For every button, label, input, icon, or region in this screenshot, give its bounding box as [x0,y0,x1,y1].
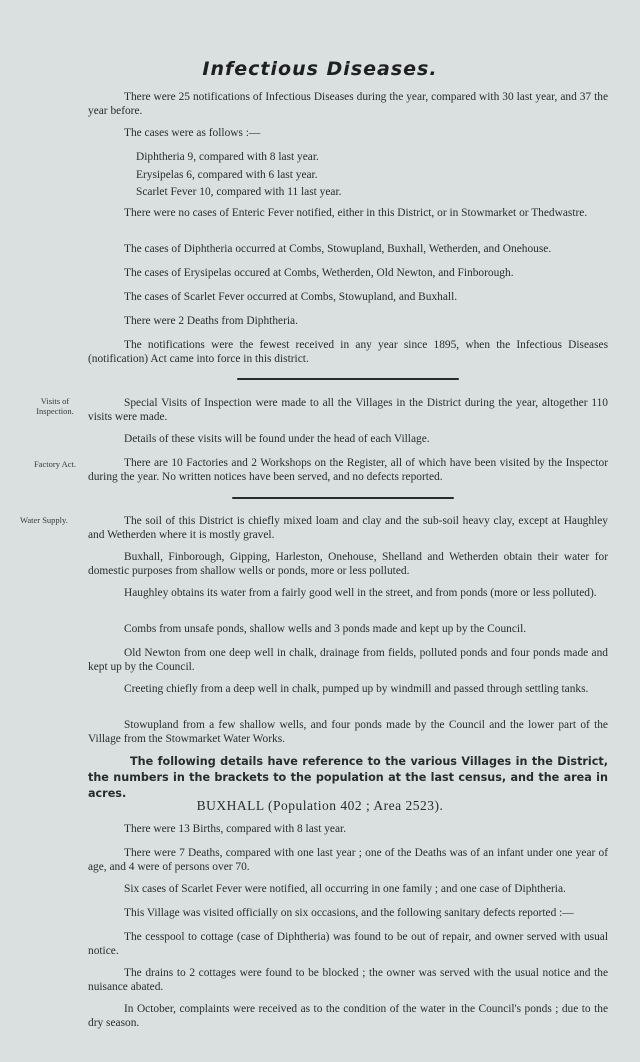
cases-list [136,149,596,202]
paragraph: The soil of this District is chiefly mixed loam and clay and the sub-soil heavy clay, except at Haughley and Wetherden where it is mostly gravel. [88,515,608,541]
paragraph: Buxhall, Finborough, Gipping, Harleston, Onehouse, Shelland and Wetherden obtain their water for domestic purposes from shallow wells or ponds, more or less polluted. [88,551,608,577]
paragraph: Old Newton from one deep well in chalk, drainage from fields, polluted ponds and four ponds made and kept up by the Council. [88,647,608,673]
page-title: Infectious Diseases. [202,58,438,80]
paragraph: There were 7 Deaths, compared with one last year ; one of the Deaths was of an infant under one year of age, and 4 were of persons over 70. [88,847,608,873]
paragraph: The cases were as follows :— [124,127,261,139]
paragraph: The cesspool to cottage (case of Diphtheria) was found to be out of repair, and owner served with usual notice. [88,931,608,957]
paragraph: The cases of Erysipelas occured at Combs, Wetherden, Old Newton, and Finborough. [124,267,514,279]
paragraph: Creeting chiefly from a deep well in chalk, pumped up by windmill and passed through settling tanks. [124,683,589,695]
paragraph: There were no cases of Enteric Fever notified, either in this District, or in Stowmarket or Thedwastre. [124,207,588,219]
paragraph: Haughley obtains its water from a fairly good well in the street, and from ponds (more or less polluted). [124,587,597,599]
villages-intro: The following details have reference to the various Villages in the District, the numbers in the brackets to the population at the last census, and the area in acres. [88,755,608,800]
paragraph: Special Visits of Inspection were made to all the Villages in the District during the year, altogether 110 visits were made. [88,397,608,423]
paragraph: Six cases of Scarlet Fever were notified, all occurring in one family ; and one case of Diphtheria. [124,883,566,895]
paragraph: Details of these visits will be found under the head of each Village. [124,433,430,445]
side-note-water: Water Supply. [20,515,68,525]
side-note-visits: Visits of Inspection. [36,396,74,416]
list-item: Scarlet Fever 10, compared with 11 last year. [136,186,342,198]
paragraph: Stowupland from a few shallow wells, and four ponds made by the Council and the lower part of the Village from the Stowmarket Water Works. [88,719,608,745]
section-divider [232,497,454,499]
paragraph: There are 10 Factories and 2 Workshops on the Register, all of which have been visited by the Inspector during the year. No written notices have been served, and no defects reported. [88,457,608,483]
village-heading: BUXHALL (Population 402 ; Area 2523). [196,798,444,813]
list-item: Erysipelas 6, compared with 6 last year. [136,168,318,181]
paragraph: The cases of Scarlet Fever occurred at Combs, Stowupland, and Buxhall. [124,291,458,303]
paragraph: The cases of Diphtheria occurred at Combs, Stowupland, Buxhall, Wetherden, and Onehouse. [124,243,552,255]
paragraph: Combs from unsafe ponds, shallow wells and 3 ponds made and kept up by the Council. [124,623,527,635]
paragraph: The notifications were the fewest received in any year since 1895, when the Infectious Diseases (notification) Act came into force in this district. [88,339,608,365]
paragraph: There were 25 notifications of Infectious Diseases during the year, compared with 30 last year, and 37 the year before. [88,91,608,117]
section-divider [237,378,459,380]
paragraph: There were 2 Deaths from Diphtheria. [124,315,298,327]
paragraph: In October, complaints were received as to the condition of the water in the Council's ponds ; due to the dry season. [88,1003,608,1029]
list-item: Diphtheria 9, compared with 8 last year. [136,151,319,163]
paragraph: There were 13 Births, compared with 8 last year. [124,823,347,835]
side-note-factory: Factory Act. [33,459,77,469]
paragraph: The drains to 2 cottages were found to be blocked ; the owner was served with the usual notice and the nuisance abated. [88,967,608,993]
paragraph: This Village was visited officially on six occasions, and the following sanitary defects reported :— [124,907,574,919]
